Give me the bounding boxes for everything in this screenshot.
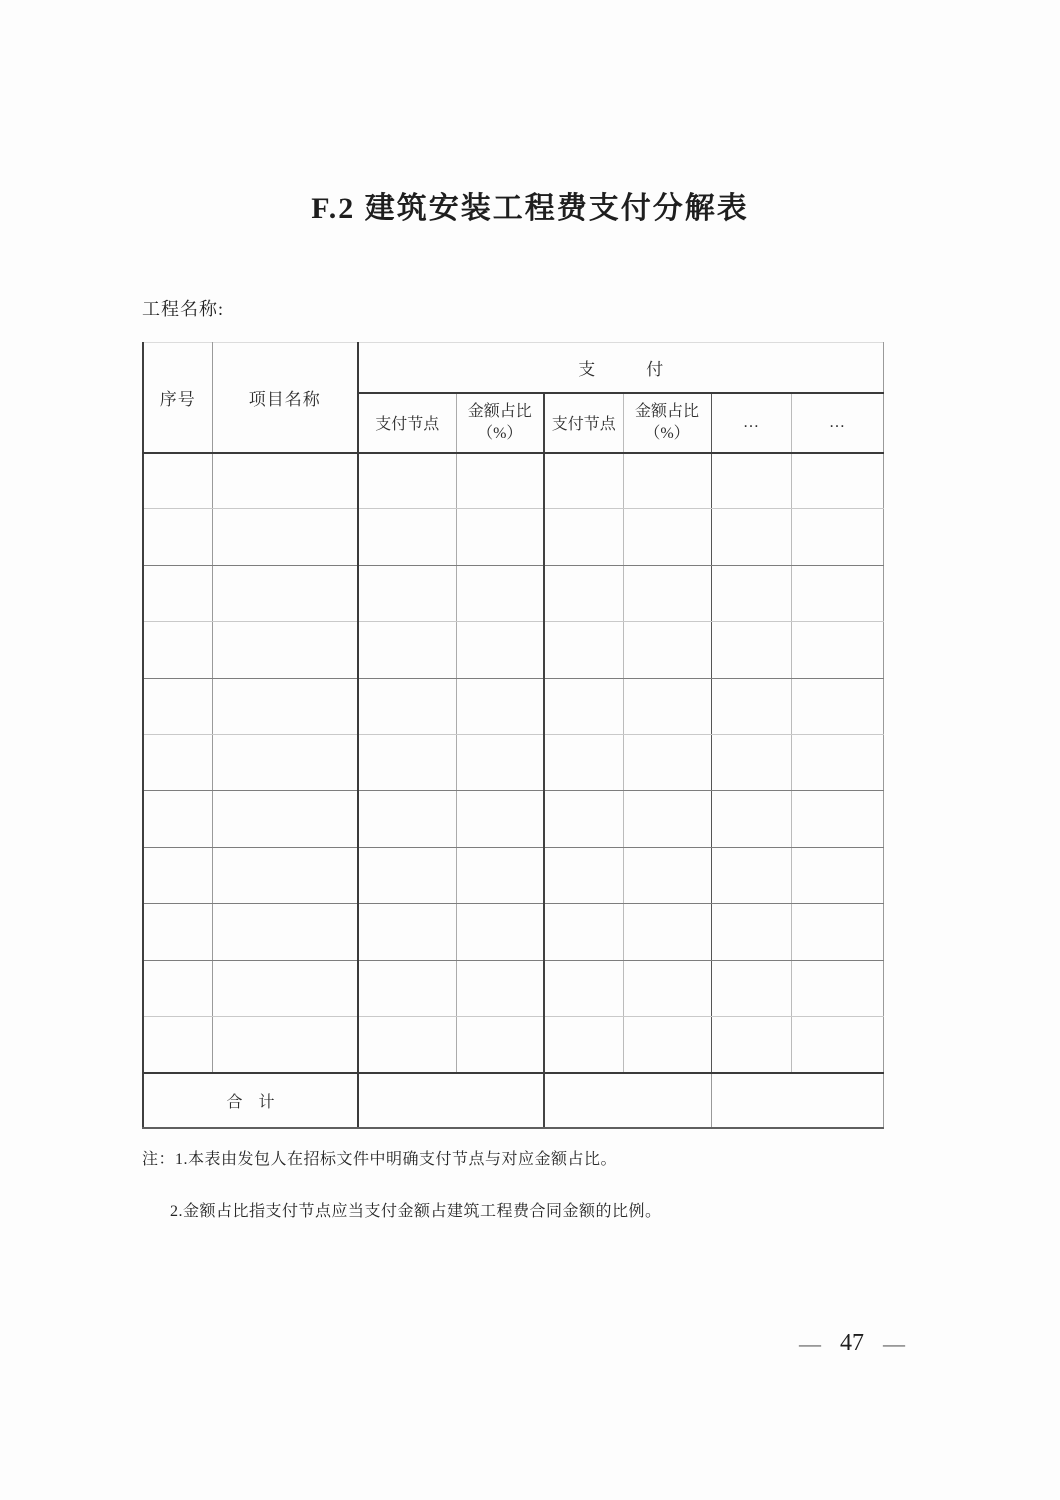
table-cell xyxy=(212,453,358,509)
amount-ratio-1-line1: 金额占比 xyxy=(467,402,532,420)
table-cell xyxy=(711,678,791,734)
table-total-section xyxy=(143,1073,883,1128)
table-cell xyxy=(791,622,883,678)
note-2: 2.金额占比指支付节点应当支付金额占建筑工程费合同金额的比例。 xyxy=(170,1203,662,1220)
table-cell xyxy=(544,453,623,509)
table-cell xyxy=(623,453,711,509)
table-cell xyxy=(623,904,711,960)
header-row-1 xyxy=(143,343,883,393)
table-cell xyxy=(711,904,791,960)
table-cell xyxy=(791,734,883,790)
table-cell xyxy=(456,734,544,790)
table-cell xyxy=(544,678,623,734)
table-cell xyxy=(456,678,544,734)
table-cell xyxy=(791,960,883,1016)
col-header-project-name: 项目名称 xyxy=(212,343,358,453)
page-title: F.2 建筑安装工程费支付分解表 xyxy=(311,192,749,225)
note-1: 注：1.本表由发包人在招标文件中明确支付节点与对应金额占比。 xyxy=(142,1151,618,1168)
table-row xyxy=(143,565,883,621)
table-row xyxy=(143,453,883,509)
table-cell xyxy=(212,847,358,903)
table-cell xyxy=(791,509,883,565)
table-cell xyxy=(143,509,212,565)
table-cell xyxy=(212,1016,358,1072)
table-cell xyxy=(456,960,544,1016)
table-header xyxy=(143,343,883,453)
table-cell xyxy=(623,565,711,621)
table-cell xyxy=(791,678,883,734)
table-cell xyxy=(711,622,791,678)
table-cell xyxy=(358,791,456,847)
total-cell xyxy=(544,1073,711,1128)
table-cell xyxy=(791,1016,883,1072)
table-cell xyxy=(143,847,212,903)
total-row xyxy=(143,1073,883,1128)
table-cell xyxy=(711,509,791,565)
table-cell xyxy=(711,791,791,847)
table-cell xyxy=(623,847,711,903)
table-cell xyxy=(212,960,358,1016)
table-cell xyxy=(544,960,623,1016)
table-cell xyxy=(623,1016,711,1072)
amount-ratio-2-line1: 金额占比 xyxy=(634,402,699,420)
table-row xyxy=(143,678,883,734)
page-number-dash-left: — xyxy=(799,1330,821,1356)
table-cell xyxy=(456,622,544,678)
table-cell xyxy=(358,847,456,903)
col-header-pay-node-2: 支付节点 xyxy=(544,393,623,453)
table-cell xyxy=(544,904,623,960)
table-cell xyxy=(791,565,883,621)
table-cell xyxy=(358,960,456,1016)
table-cell xyxy=(212,791,358,847)
table-cell xyxy=(711,565,791,621)
table-cell xyxy=(358,1016,456,1072)
table-cell xyxy=(544,791,623,847)
table-cell xyxy=(456,509,544,565)
table-cell xyxy=(143,1016,212,1072)
table-cell xyxy=(456,453,544,509)
table-row xyxy=(143,791,883,847)
col-header-amount-ratio-1 xyxy=(456,393,544,453)
table-cell xyxy=(358,904,456,960)
col-header-amount-ratio-2 xyxy=(623,393,711,453)
table-cell xyxy=(358,734,456,790)
table-cell xyxy=(212,678,358,734)
total-cell xyxy=(358,1073,544,1128)
table-cell xyxy=(143,678,212,734)
table-cell xyxy=(711,847,791,903)
table-cell xyxy=(544,847,623,903)
table-cell xyxy=(143,960,212,1016)
table-cell xyxy=(791,904,883,960)
table-cell xyxy=(358,622,456,678)
table-cell xyxy=(623,678,711,734)
col-header-pay-node-1: 支付节点 xyxy=(358,393,456,453)
table-cell xyxy=(623,960,711,1016)
table-cell xyxy=(143,453,212,509)
table-cell xyxy=(623,734,711,790)
table-cell xyxy=(711,734,791,790)
table-cell xyxy=(544,565,623,621)
project-name-label: 工程名称: xyxy=(142,299,225,319)
col-header-serial: 序号 xyxy=(143,343,212,453)
page-number-value: 47 xyxy=(840,1330,864,1356)
table-row xyxy=(143,509,883,565)
table-row xyxy=(143,734,883,790)
table-body xyxy=(143,453,883,1073)
table-cell xyxy=(456,847,544,903)
table-cell xyxy=(711,960,791,1016)
table-cell xyxy=(143,565,212,621)
col-header-ellipsis-1: … xyxy=(711,393,791,453)
payment-breakdown-table xyxy=(142,342,884,1129)
table-cell xyxy=(212,734,358,790)
table-row xyxy=(143,1016,883,1072)
table-cell xyxy=(456,1016,544,1072)
col-header-payment-group: 支 付 xyxy=(358,343,883,393)
table-row xyxy=(143,847,883,903)
page-number-dash-right: — xyxy=(883,1330,905,1356)
table-cell xyxy=(212,565,358,621)
table-cell xyxy=(623,509,711,565)
table-cell xyxy=(143,622,212,678)
table-row xyxy=(143,622,883,678)
table-cell xyxy=(623,791,711,847)
table-cell xyxy=(212,622,358,678)
table-cell xyxy=(544,734,623,790)
table-cell xyxy=(456,904,544,960)
table-cell xyxy=(711,453,791,509)
total-cell xyxy=(711,1073,883,1128)
table-cell xyxy=(791,847,883,903)
table-cell xyxy=(456,791,544,847)
table-cell xyxy=(358,453,456,509)
col-header-ellipsis-2: … xyxy=(791,393,883,453)
table-cell xyxy=(212,509,358,565)
table-cell xyxy=(791,791,883,847)
table-cell xyxy=(544,509,623,565)
amount-ratio-1-line2: （%） xyxy=(477,424,523,442)
table-cell xyxy=(358,509,456,565)
table-row xyxy=(143,960,883,1016)
amount-ratio-2-line2: （%） xyxy=(644,424,690,442)
table-cell xyxy=(456,565,544,621)
table-cell xyxy=(143,791,212,847)
table-cell xyxy=(711,1016,791,1072)
table-cell xyxy=(358,678,456,734)
table-cell xyxy=(358,565,456,621)
table-cell xyxy=(143,904,212,960)
table-row xyxy=(143,904,883,960)
table-cell xyxy=(544,622,623,678)
table-cell xyxy=(212,904,358,960)
table-cell xyxy=(623,622,711,678)
table-cell xyxy=(544,1016,623,1072)
page-number xyxy=(799,1330,905,1357)
table-cell xyxy=(143,734,212,790)
total-label: 合 计 xyxy=(143,1073,358,1128)
table-cell xyxy=(791,453,883,509)
